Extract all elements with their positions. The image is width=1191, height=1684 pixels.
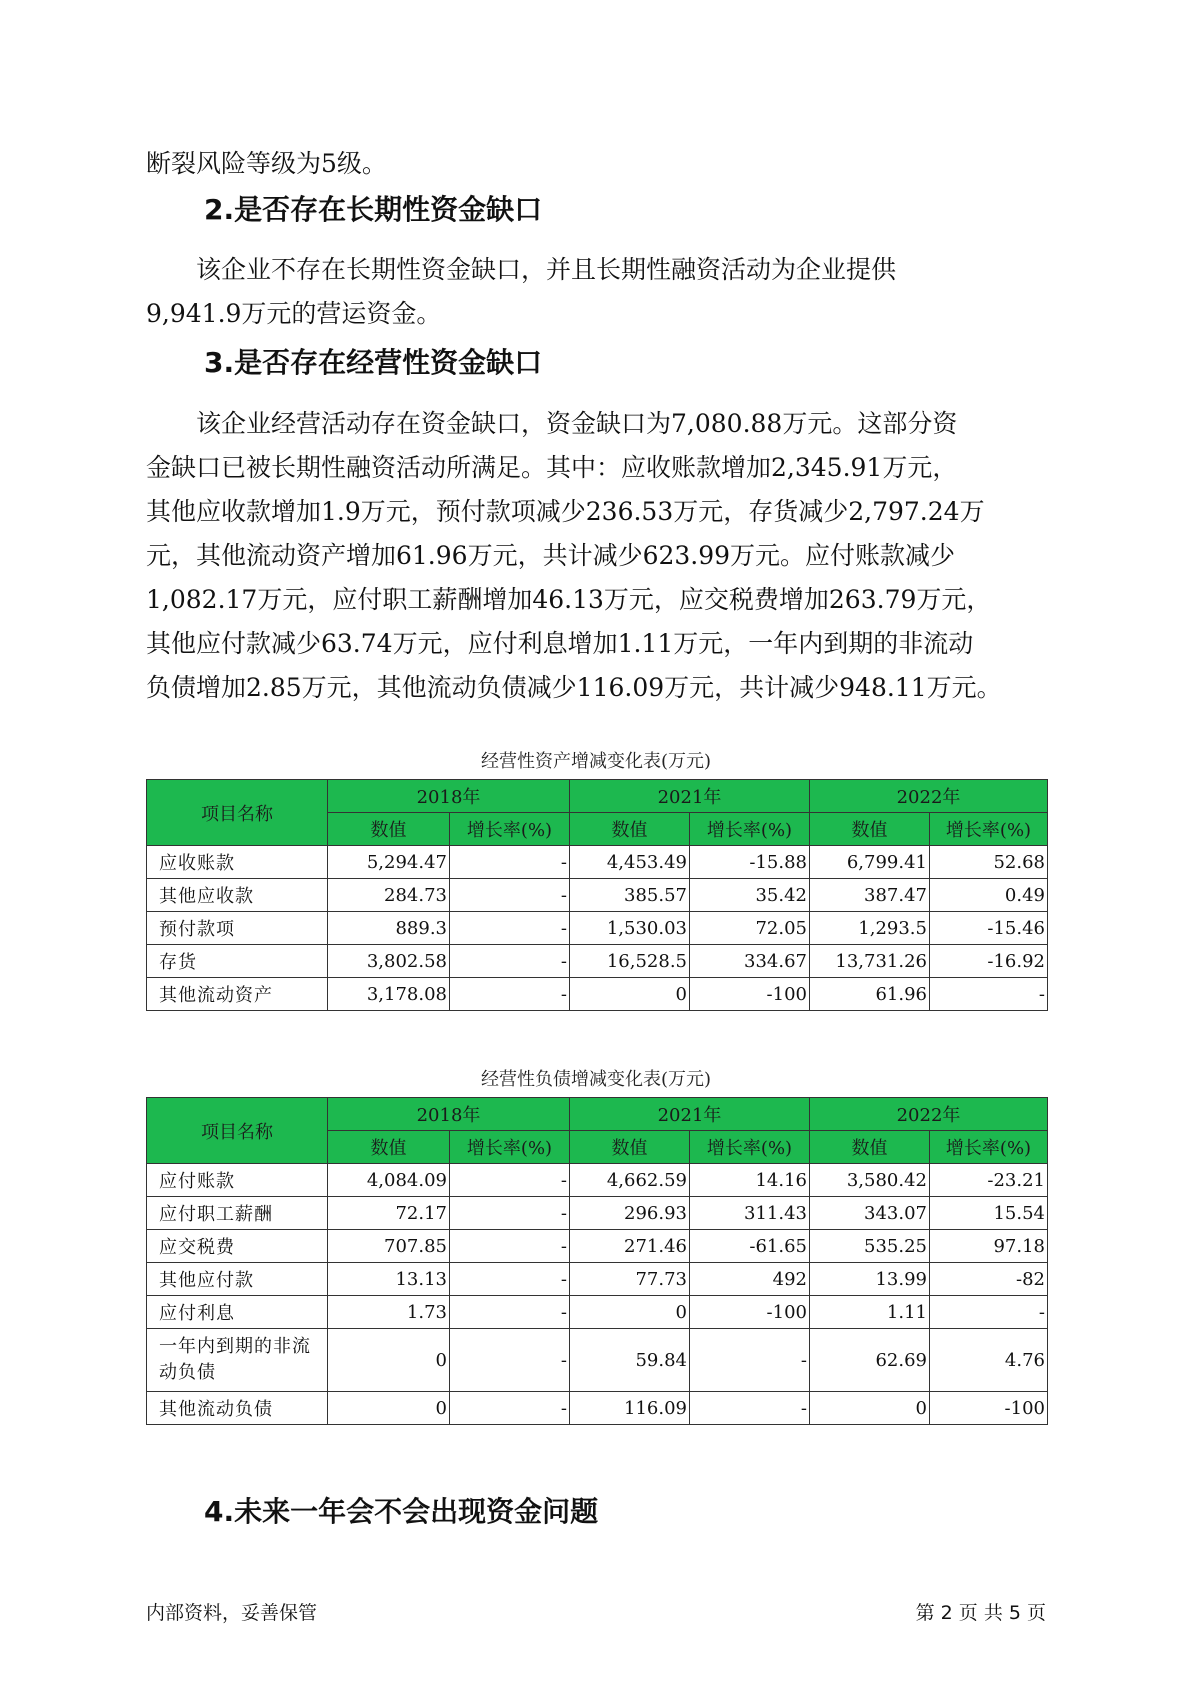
value-cell: 0 <box>328 1392 450 1425</box>
value-cell: 0 <box>328 1329 450 1392</box>
growth-rate-cell: 492 <box>690 1263 810 1296</box>
table-row <box>147 978 1048 1011</box>
value-cell: 61.96 <box>810 978 930 1011</box>
liabilities-table <box>146 1097 1048 1425</box>
growth-rate-cell: -16.92 <box>930 945 1048 978</box>
value-cell: 4,453.49 <box>570 846 690 879</box>
table-row <box>147 1197 1048 1230</box>
growth-rate-cell: - <box>450 846 570 879</box>
item-name-header: 项目名称 <box>147 1098 328 1164</box>
row-item-name: 应付职工薪酬 <box>147 1197 328 1230</box>
value-cell: 72.17 <box>328 1197 450 1230</box>
growth-rate-cell: - <box>450 1263 570 1296</box>
growth-header: 增长率(%) <box>450 813 570 846</box>
value-cell: 116.09 <box>570 1392 690 1425</box>
value-cell: 271.46 <box>570 1230 690 1263</box>
growth-rate-cell: 97.18 <box>930 1230 1048 1263</box>
table-row <box>147 1263 1048 1296</box>
value-cell: 13.99 <box>810 1263 930 1296</box>
section-2-heading: 2.是否存在长期性资金缺口 <box>204 193 543 226</box>
value-cell: 385.57 <box>570 879 690 912</box>
year-header: 2018年 <box>328 780 570 813</box>
growth-rate-cell: 334.67 <box>690 945 810 978</box>
row-item-name: 其他应收款 <box>147 879 328 912</box>
growth-rate-cell: -23.21 <box>930 1164 1048 1197</box>
growth-rate-cell: 52.68 <box>930 846 1048 879</box>
row-item-name: 存货 <box>147 945 328 978</box>
row-item-name: 其他流动资产 <box>147 978 328 1011</box>
paragraph-line: 该企业经营活动存在资金缺口，资金缺口为7,080.88万元。这部分资 <box>196 409 958 438</box>
growth-rate-cell: - <box>690 1329 810 1392</box>
intro-paragraph <box>146 142 1046 186</box>
paragraph-line: 负债增加2.85万元，其他流动负债减少116.09万元，共计减少948.11万元。 <box>146 673 1002 702</box>
growth-rate-cell: -15.88 <box>690 846 810 879</box>
value-cell: 6,799.41 <box>810 846 930 879</box>
value-cell: 1.73 <box>328 1296 450 1329</box>
growth-rate-cell: 4.76 <box>930 1329 1048 1392</box>
growth-rate-cell: - <box>450 1296 570 1329</box>
value-cell: 1,530.03 <box>570 912 690 945</box>
growth-rate-cell: 35.42 <box>690 879 810 912</box>
growth-rate-cell: - <box>930 978 1048 1011</box>
value-header: 数值 <box>328 1131 450 1164</box>
growth-rate-cell: - <box>690 1392 810 1425</box>
growth-rate-cell: -100 <box>930 1392 1048 1425</box>
row-item-name: 应交税费 <box>147 1230 328 1263</box>
table-row <box>147 846 1048 879</box>
table-row <box>147 1164 1048 1197</box>
value-cell: 0 <box>810 1392 930 1425</box>
value-cell: 3,178.08 <box>328 978 450 1011</box>
paragraph-line: 9,941.9万元的营运资金。 <box>146 299 442 328</box>
growth-rate-cell: 0.49 <box>930 879 1048 912</box>
value-cell: 0 <box>570 1296 690 1329</box>
row-item-name: 应付利息 <box>147 1296 328 1329</box>
table-row <box>147 1329 1048 1392</box>
item-name-header: 项目名称 <box>147 780 328 846</box>
value-cell: 343.07 <box>810 1197 930 1230</box>
section-3-heading: 3.是否存在经营性资金缺口 <box>204 346 543 379</box>
growth-rate-cell: -61.65 <box>690 1230 810 1263</box>
value-cell: 0 <box>570 978 690 1011</box>
growth-rate-cell: -100 <box>690 1296 810 1329</box>
row-item-name: 应付账款 <box>147 1164 328 1197</box>
value-cell: 535.25 <box>810 1230 930 1263</box>
growth-rate-cell: -100 <box>690 978 810 1011</box>
assets-table-caption: 经营性资产增减变化表(万元) <box>480 751 712 772</box>
growth-rate-cell: - <box>450 912 570 945</box>
table-header-row <box>147 1098 1048 1131</box>
year-header: 2021年 <box>570 1098 810 1131</box>
table-row <box>147 879 1048 912</box>
table-row <box>147 945 1048 978</box>
value-cell: 296.93 <box>570 1197 690 1230</box>
value-cell: 284.73 <box>328 879 450 912</box>
value-cell: 16,528.5 <box>570 945 690 978</box>
value-cell: 387.47 <box>810 879 930 912</box>
footer-confidential-note: 内部资料，妥善保管 <box>146 1602 318 1624</box>
year-header: 2022年 <box>810 780 1048 813</box>
value-cell: 1.11 <box>810 1296 930 1329</box>
value-header: 数值 <box>810 1131 930 1164</box>
growth-rate-cell: - <box>450 879 570 912</box>
value-header: 数值 <box>328 813 450 846</box>
growth-rate-cell: -82 <box>930 1263 1048 1296</box>
row-item-name: 应收账款 <box>147 846 328 879</box>
value-cell: 13,731.26 <box>810 945 930 978</box>
value-cell: 13.13 <box>328 1263 450 1296</box>
value-cell: 4,662.59 <box>570 1164 690 1197</box>
growth-rate-cell: - <box>450 1197 570 1230</box>
assets-table <box>146 779 1048 1011</box>
growth-rate-cell: 14.16 <box>690 1164 810 1197</box>
value-cell: 889.3 <box>328 912 450 945</box>
year-header: 2018年 <box>328 1098 570 1131</box>
value-cell: 77.73 <box>570 1263 690 1296</box>
paragraph-line: 其他应付款减少63.74万元，应付利息增加1.11万元，一年内到期的非流动 <box>146 629 974 658</box>
paragraph-line: 元，其他流动资产增加61.96万元，共计减少623.99万元。应付账款减少 <box>146 541 956 570</box>
growth-rate-cell: - <box>450 1392 570 1425</box>
paragraph-line: 金缺口已被长期性融资活动所满足。其中：应收账款增加2,345.91万元， <box>146 453 958 482</box>
row-item-name: 预付款项 <box>147 912 328 945</box>
section-4-heading: 4.未来一年会不会出现资金问题 <box>204 1495 599 1528</box>
year-header: 2022年 <box>810 1098 1048 1131</box>
value-header: 数值 <box>810 813 930 846</box>
growth-rate-cell: 72.05 <box>690 912 810 945</box>
table-row <box>147 1296 1048 1329</box>
growth-rate-cell: - <box>930 1296 1048 1329</box>
paragraph-line: 1,082.17万元，应付职工薪酬增加46.13万元，应交税费增加263.79万元， <box>146 585 992 614</box>
growth-header: 增长率(%) <box>450 1131 570 1164</box>
growth-header: 增长率(%) <box>690 813 810 846</box>
row-item-name: 其他流动负债 <box>147 1392 328 1425</box>
row-item-name: 一年内到期的非流动负债 <box>147 1329 328 1392</box>
value-cell: 3,802.58 <box>328 945 450 978</box>
value-cell: 3,580.42 <box>810 1164 930 1197</box>
growth-rate-cell: 15.54 <box>930 1197 1048 1230</box>
section-3-paragraph <box>146 402 1046 710</box>
growth-rate-cell: - <box>450 1329 570 1392</box>
footer-page-number: 第 2 页 共 5 页 <box>915 1602 1046 1624</box>
value-cell: 5,294.47 <box>328 846 450 879</box>
liabilities-table-caption: 经营性负债增减变化表(万元) <box>480 1069 712 1090</box>
value-cell: 707.85 <box>328 1230 450 1263</box>
intro-line: 断裂风险等级为5级。 <box>146 149 387 178</box>
year-header: 2021年 <box>570 780 810 813</box>
value-cell: 62.69 <box>810 1329 930 1392</box>
value-cell: 4,084.09 <box>328 1164 450 1197</box>
value-cell: 59.84 <box>570 1329 690 1392</box>
table-row <box>147 912 1048 945</box>
table-row <box>147 1230 1048 1263</box>
table-row <box>147 1392 1048 1425</box>
section-2-paragraph <box>146 248 1046 336</box>
growth-rate-cell: - <box>450 1164 570 1197</box>
table-header-row <box>147 780 1048 813</box>
value-cell: 1,293.5 <box>810 912 930 945</box>
growth-rate-cell: - <box>450 978 570 1011</box>
growth-rate-cell: - <box>450 1230 570 1263</box>
growth-header: 增长率(%) <box>930 813 1048 846</box>
growth-header: 增长率(%) <box>690 1131 810 1164</box>
growth-rate-cell: -15.46 <box>930 912 1048 945</box>
growth-rate-cell: - <box>450 945 570 978</box>
paragraph-line: 其他应收款增加1.9万元，预付款项减少236.53万元，存货减少2,797.24万 <box>146 497 985 526</box>
growth-header: 增长率(%) <box>930 1131 1048 1164</box>
growth-rate-cell: 311.43 <box>690 1197 810 1230</box>
paragraph-line: 该企业不存在长期性资金缺口，并且长期性融资活动为企业提供 <box>196 255 897 284</box>
value-header: 数值 <box>570 813 690 846</box>
value-header: 数值 <box>570 1131 690 1164</box>
row-item-name: 其他应付款 <box>147 1263 328 1296</box>
